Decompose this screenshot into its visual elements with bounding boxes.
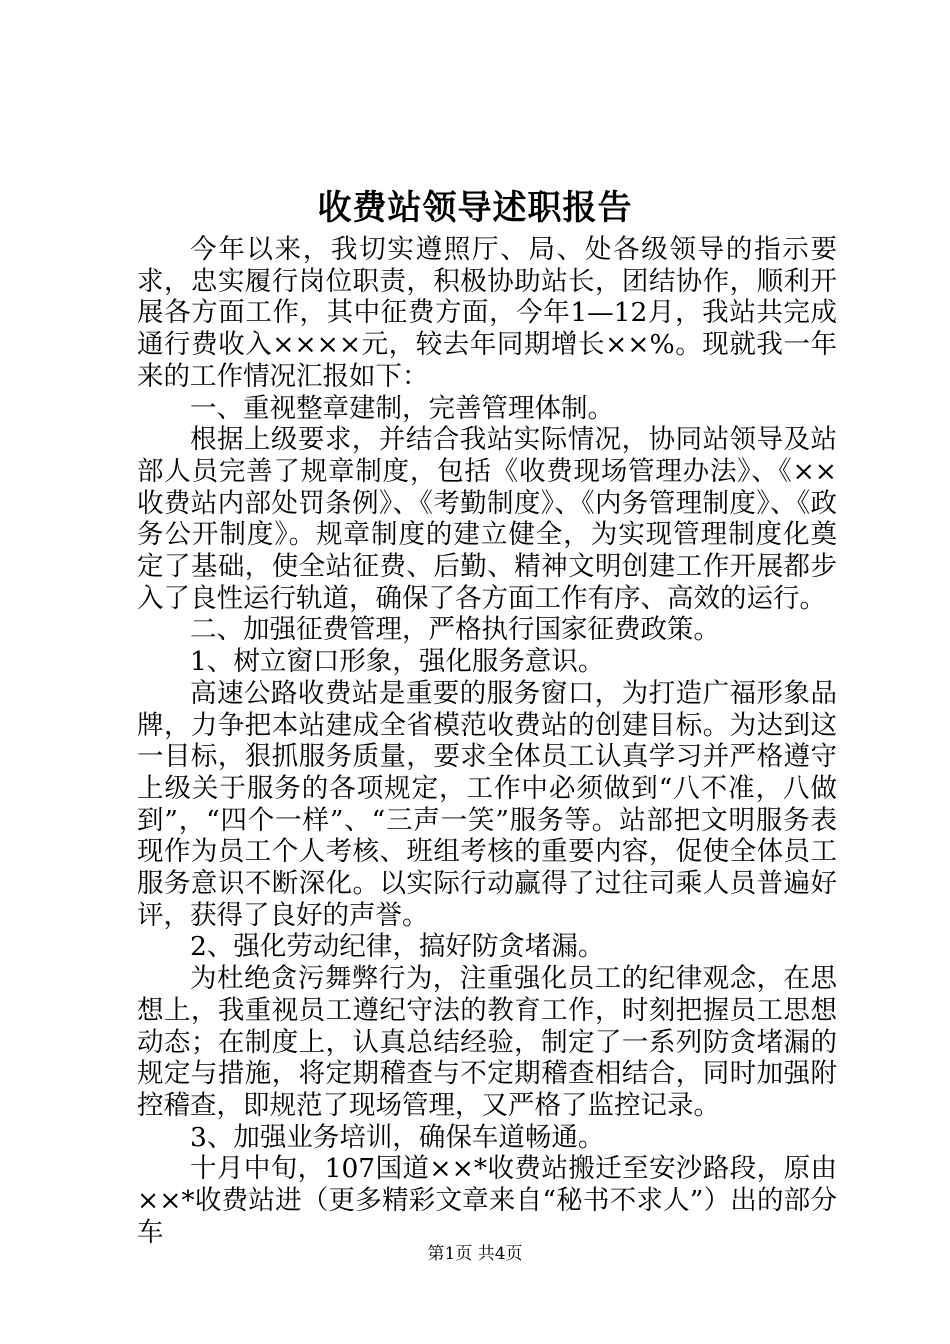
document-title: 收费站领导述职报告 — [317, 188, 633, 228]
heading-section-2: 二、加强征费管理，严格执行国家征费政策。 — [190, 614, 720, 646]
paragraph-service: 高速公路收费站是重要的服务窗口，为打造广福形象品牌，力争把本站建成全省模范收费站的创建目标。为达到这一目标，狠抓服务质量，要求全体员工认真学习并严格遵守上级关于服务的各项规定，工作中必须做到“八不准，八做到”，“四个一样”、“三声一笑”服务等。站部把文明服务表现作为员工个人考核、班组考核的重要内容，促使全体员工服务意识不断深化。以实际行动赢得了过往司乘人员普遍好评，获得了良好的声誉。 — [137, 677, 837, 931]
document-body — [137, 234, 837, 1249]
subheading-3: 3、加强业务培训，确保车道畅通。 — [190, 1121, 605, 1153]
subheading-2: 2、强化劳动纪律，搞好防贪堵漏。 — [190, 931, 605, 963]
paragraph-regulations: 根据上级要求，并结合我站实际情况，协同站领导及站部人员完善了规章制度，包括《收费现场管理办法》、《××收费站内部处罚条例》、《考勤制度》、《内务管理制度》、《政务公开制度》。规章制度的建立健全，为实现管理制度化奠定了基础，使全站征费、后勤、精神文明创建工作开展都步入了良性运行轨道，确保了各方面工作有序、高效的运行。 — [137, 424, 837, 614]
heading-section-1: 一、重视整章建制，完善管理体制。 — [190, 392, 614, 424]
paragraph-intro: 今年以来，我切实遵照厅、局、处各级领导的指示要求，忠实履行岗位职责，积极协助站长，团结协作，顺利开展各方面工作，其中征费方面，今年1—12月，我站共完成通行费收入××××元，较去年同期增长××%。现就我一年来的工作情况汇报如下： — [137, 234, 837, 392]
page-footer: 第1页 共4页 — [427, 1244, 523, 1264]
subheading-1: 1、树立窗口形象，强化服务意识。 — [190, 646, 605, 678]
paragraph-training: 十月中旬，107国道××*收费站搬迁至安沙路段，原由××*收费站进（更多精彩文章来自“秘书不求人”）出的部分车 — [137, 1153, 837, 1248]
paragraph-discipline: 为杜绝贪污舞弊行为，注重强化员工的纪律观念，在思想上，我重视员工遵纪守法的教育工作，时刻把握员工思想动态；在制度上，认真总结经验，制定了一系列防贪堵漏的规定与措施，将定期稽查与不定期稽查相结合，同时加强附控稽查，即规范了现场管理，又严格了监控记录。 — [137, 963, 837, 1121]
